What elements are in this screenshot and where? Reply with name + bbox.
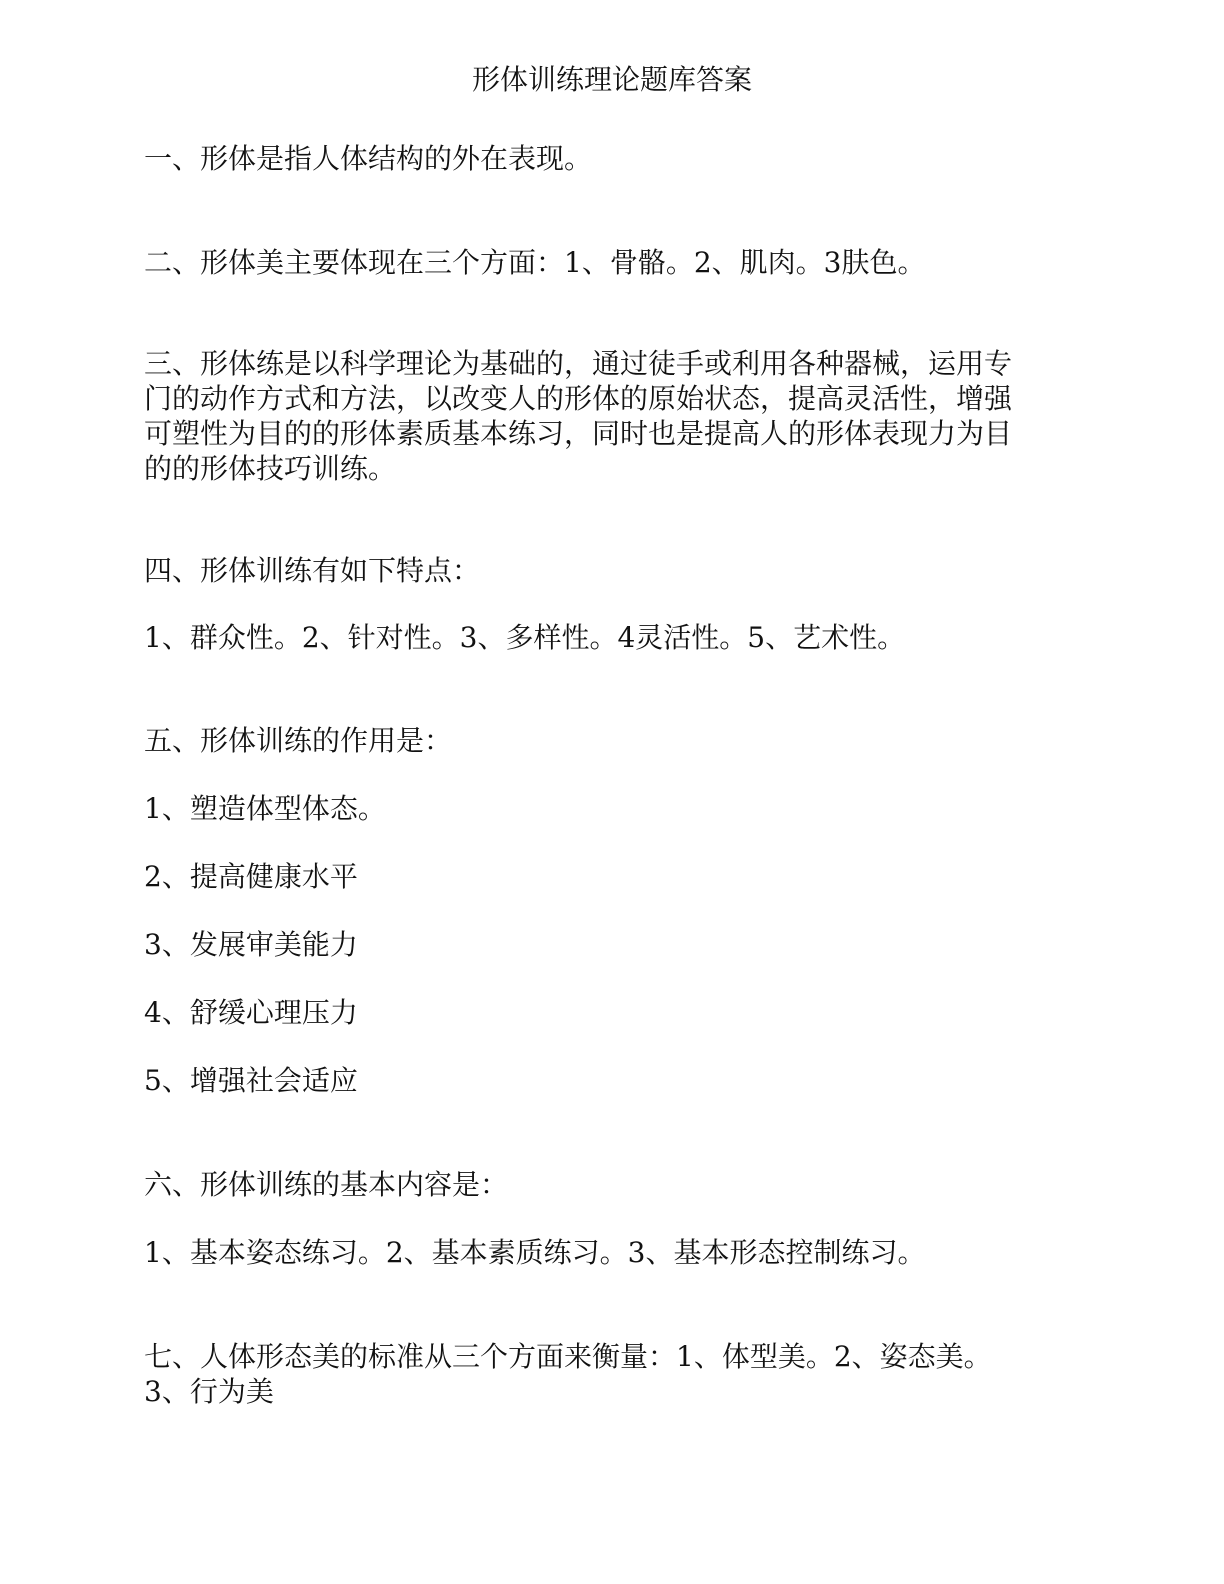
text-line: 的的形体技巧训练。 — [144, 452, 397, 485]
text-line: 1、基本姿态练习。2、基本素质练习。3、基本形态控制练习。 — [144, 1236, 926, 1269]
text-line: 1、群众性。2、针对性。3、多样性。4灵活性。5、艺术性。 — [144, 621, 906, 654]
text-line: 三、形体练是以科学理论为基础的，通过徒手或利用各种器械，运用专 — [144, 347, 1013, 380]
text-line: 门的动作方式和方法，以改变人的形体的原始状态，提高灵活性，增强 — [144, 382, 1013, 415]
answer-5-item-1 — [144, 791, 1074, 826]
text-line: 二、形体美主要体现在三个方面：1、骨骼。2、肌肉。3肤色。 — [144, 246, 926, 279]
text-line: 五、形体训练的作用是： — [144, 724, 453, 757]
answer-5-item-3 — [144, 927, 1074, 962]
answer-3 — [144, 346, 1074, 486]
answer-7 — [144, 1339, 1074, 1409]
text-line: 2、提高健康水平 — [144, 860, 358, 893]
answer-6-list — [144, 1235, 1074, 1270]
answer-4-heading — [144, 553, 1074, 588]
answer-4-list — [144, 620, 1074, 655]
answer-5-item-4 — [144, 995, 1074, 1030]
text-line: 四、形体训练有如下特点： — [144, 554, 481, 587]
text-line: 六、形体训练的基本内容是： — [144, 1168, 509, 1201]
text-line: 5、增强社会适应 — [144, 1064, 358, 1097]
answer-5-item-2 — [144, 859, 1074, 894]
answer-5-heading — [144, 723, 1074, 758]
text-line: 可塑性为目的的形体素质基本练习，同时也是提高人的形体表现力为目 — [144, 417, 1013, 450]
answer-1 — [144, 141, 1074, 176]
answer-2 — [144, 245, 1074, 280]
text-line: 一、形体是指人体结构的外在表现。 — [144, 142, 593, 175]
text-line: 1、塑造体型体态。 — [144, 792, 386, 825]
text-line: 3、行为美 — [144, 1375, 274, 1408]
answer-6-heading — [144, 1167, 1074, 1202]
text-line: 3、发展审美能力 — [144, 928, 358, 961]
text-line: 4、舒缓心理压力 — [144, 996, 358, 1029]
document-title: 形体训练理论题库答案 — [471, 63, 752, 96]
text-line: 七、人体形态美的标准从三个方面来衡量：1、体型美。2、姿态美。 — [144, 1340, 992, 1373]
answer-5-item-5 — [144, 1063, 1074, 1098]
